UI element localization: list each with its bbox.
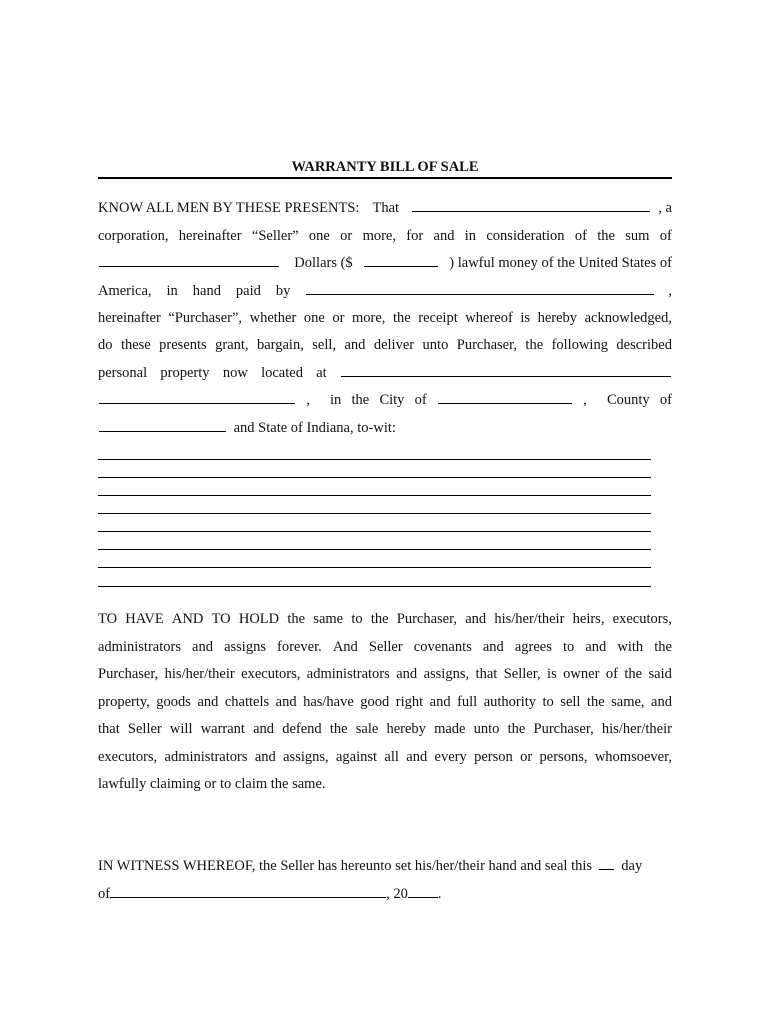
word: the xyxy=(597,228,615,244)
word: and xyxy=(275,694,297,710)
p1-line-5 xyxy=(98,309,672,327)
word: HAVE xyxy=(125,611,164,627)
word: acknowledged, xyxy=(584,310,672,326)
word: more, xyxy=(352,310,386,326)
word: corporation, xyxy=(98,228,169,244)
word: unto xyxy=(473,721,500,737)
word: personal xyxy=(98,365,148,381)
word: administrators xyxy=(98,639,181,655)
word: AND xyxy=(171,611,204,627)
word: executors, xyxy=(241,666,301,682)
word: following xyxy=(551,337,608,353)
p3-line-1: IN WITNESS WHEREOF, the Seller has hereunto set his/her/their hand and seal this day xyxy=(98,858,643,874)
word: his/her/their xyxy=(494,611,565,627)
word: whereof xyxy=(465,310,513,326)
word: described xyxy=(616,337,672,353)
word: owner xyxy=(563,666,600,682)
word: more, xyxy=(362,228,396,244)
word: defend xyxy=(282,721,322,737)
property-description-line[interactable] xyxy=(98,513,651,514)
year-field[interactable] xyxy=(408,885,438,898)
word: TO xyxy=(98,611,118,627)
word: said xyxy=(648,666,672,682)
word: is xyxy=(547,666,557,682)
word: grant, xyxy=(215,337,249,353)
location-field-1[interactable] xyxy=(341,364,671,377)
p3-line-2: of , 20 . xyxy=(98,886,442,902)
day-field[interactable] xyxy=(599,857,614,870)
property-description-line[interactable] xyxy=(98,549,651,550)
p1-line-6 xyxy=(98,336,672,354)
word: HOLD xyxy=(238,611,280,627)
word: assigns xyxy=(224,639,266,655)
p2-line-2 xyxy=(98,638,672,656)
word: right xyxy=(395,694,424,710)
word: located xyxy=(261,365,303,381)
property-description-line[interactable] xyxy=(98,495,651,496)
word: with xyxy=(617,639,644,655)
word: executors, xyxy=(612,611,672,627)
p1-line-2 xyxy=(98,227,672,245)
property-description-line[interactable] xyxy=(98,477,651,478)
word: administrators xyxy=(164,749,248,765)
word: for xyxy=(406,228,424,244)
word: assigns, xyxy=(283,749,329,765)
word: sell, xyxy=(312,337,337,353)
word: Purchaser, xyxy=(98,666,159,682)
location-field-2[interactable] xyxy=(99,391,295,404)
word: the xyxy=(654,639,672,655)
word: and xyxy=(465,611,487,627)
word: warrant xyxy=(200,721,245,737)
word: that xyxy=(98,721,120,737)
p2-line-6 xyxy=(98,748,672,766)
word: in xyxy=(166,283,178,299)
word: the xyxy=(329,721,348,737)
word: And xyxy=(332,639,358,655)
amount-number-field[interactable] xyxy=(364,254,438,267)
word: goods xyxy=(156,694,191,710)
word: the xyxy=(287,611,306,627)
word: persons, xyxy=(539,749,588,765)
word: chattels xyxy=(224,694,270,710)
word: hand xyxy=(192,283,221,299)
word: the xyxy=(370,611,389,627)
amount-words-field[interactable] xyxy=(99,254,279,267)
word: do xyxy=(98,337,113,353)
word: of xyxy=(605,666,618,682)
word: receipt xyxy=(418,310,458,326)
word: and xyxy=(254,749,276,765)
word: and xyxy=(192,639,213,655)
p1-line-8: , in the City of , County of xyxy=(98,391,672,409)
word: property xyxy=(160,365,210,381)
word: hereby xyxy=(537,310,578,326)
word: , xyxy=(668,283,672,299)
word: his/her/their xyxy=(601,721,672,737)
word: to xyxy=(351,611,363,627)
word: and xyxy=(482,639,504,655)
word: is xyxy=(520,310,531,326)
word: consideration xyxy=(486,228,565,244)
word: administrators xyxy=(306,666,390,682)
word: by xyxy=(275,283,291,299)
word: deliver xyxy=(373,337,415,353)
month-field[interactable] xyxy=(110,885,386,898)
word: and xyxy=(253,721,275,737)
word: the xyxy=(624,666,643,682)
word: hereinafter xyxy=(98,310,161,326)
property-description-line[interactable] xyxy=(98,531,651,532)
word: “Seller” xyxy=(251,228,299,244)
word: the xyxy=(525,337,544,353)
word: every xyxy=(434,749,467,765)
title-underline xyxy=(98,177,672,179)
word: one xyxy=(303,310,325,326)
word: assigns, xyxy=(423,666,470,682)
word: full xyxy=(457,694,478,710)
word: to xyxy=(542,694,554,710)
word: or xyxy=(332,310,345,326)
word: good xyxy=(360,694,390,710)
word: and xyxy=(433,228,455,244)
word: presents xyxy=(159,337,207,353)
word: person xyxy=(474,749,513,765)
p2-line-7: lawfully claiming or to claim the same. xyxy=(98,776,326,792)
word: property, xyxy=(98,694,150,710)
seller-name-field[interactable] xyxy=(412,199,650,212)
word: Purchaser, xyxy=(533,721,594,737)
word: the xyxy=(586,694,605,710)
word: Purchaser, xyxy=(396,611,457,627)
p1-line-4 xyxy=(98,282,672,300)
word: at xyxy=(316,365,327,381)
word: forever. xyxy=(277,639,322,655)
word: heirs, xyxy=(572,611,605,627)
word: paid xyxy=(235,283,261,299)
word: of xyxy=(574,228,587,244)
word: sale xyxy=(355,721,379,737)
property-description-line[interactable] xyxy=(98,567,651,568)
word: the xyxy=(507,721,526,737)
word: Seller xyxy=(368,639,403,655)
p2-line-5 xyxy=(98,720,672,738)
word: and xyxy=(651,694,672,710)
word: Seller xyxy=(127,721,162,737)
word: or xyxy=(520,749,533,765)
p2-line-3 xyxy=(98,665,672,683)
word: his/her/their xyxy=(164,666,235,682)
word: and xyxy=(406,749,428,765)
property-description-line[interactable] xyxy=(98,459,651,460)
word: of xyxy=(659,228,672,244)
word: and xyxy=(429,694,451,710)
p1-line-7 xyxy=(98,364,672,382)
word: Seller, xyxy=(503,666,541,682)
word: has/have xyxy=(303,694,354,710)
word: whether xyxy=(249,310,297,326)
word: hereby xyxy=(386,721,426,737)
word: one xyxy=(308,228,330,244)
property-description-line[interactable] xyxy=(98,586,651,587)
word: same, xyxy=(611,694,645,710)
purchaser-name-field[interactable] xyxy=(306,282,654,295)
p1-line-3: Dollars ($ ) lawful money of the United States of xyxy=(98,254,672,272)
word: all xyxy=(384,749,399,765)
word: covenants xyxy=(413,639,472,655)
word: against xyxy=(336,749,378,765)
word: America, xyxy=(98,283,152,299)
word: and xyxy=(197,694,219,710)
word: and xyxy=(585,639,607,655)
word: same xyxy=(313,611,344,627)
p1-line-9: and State of Indiana, to-wit: xyxy=(98,419,672,437)
word: executors, xyxy=(98,749,158,765)
p2-line-1 xyxy=(98,610,672,628)
word: these xyxy=(120,337,151,353)
word: sum xyxy=(625,228,650,244)
city-field[interactable] xyxy=(438,391,572,404)
word: unto xyxy=(422,337,449,353)
word: or xyxy=(340,228,353,244)
word: to xyxy=(562,639,575,655)
p1-line-1: KNOW ALL MEN BY THESE PRESENTS: That , a xyxy=(98,200,672,216)
word: whomsoever, xyxy=(594,749,672,765)
word: authority xyxy=(483,694,537,710)
word: sell xyxy=(560,694,581,710)
word: “Purchaser”, xyxy=(168,310,243,326)
word: and xyxy=(344,337,366,353)
word: agrees xyxy=(514,639,552,655)
word: that xyxy=(475,666,498,682)
word: in xyxy=(464,228,477,244)
word: Purchaser, xyxy=(456,337,517,353)
word: hereinafter xyxy=(178,228,242,244)
word: and xyxy=(396,666,418,682)
word: made xyxy=(434,721,466,737)
document-title: WARRANTY BILL OF SALE xyxy=(291,159,479,175)
word: bargain, xyxy=(256,337,304,353)
word: the xyxy=(393,310,411,326)
p2-line-4 xyxy=(98,693,672,711)
word: TO xyxy=(211,611,231,627)
word: now xyxy=(222,365,248,381)
county-field[interactable] xyxy=(99,419,226,432)
word: will xyxy=(169,721,193,737)
